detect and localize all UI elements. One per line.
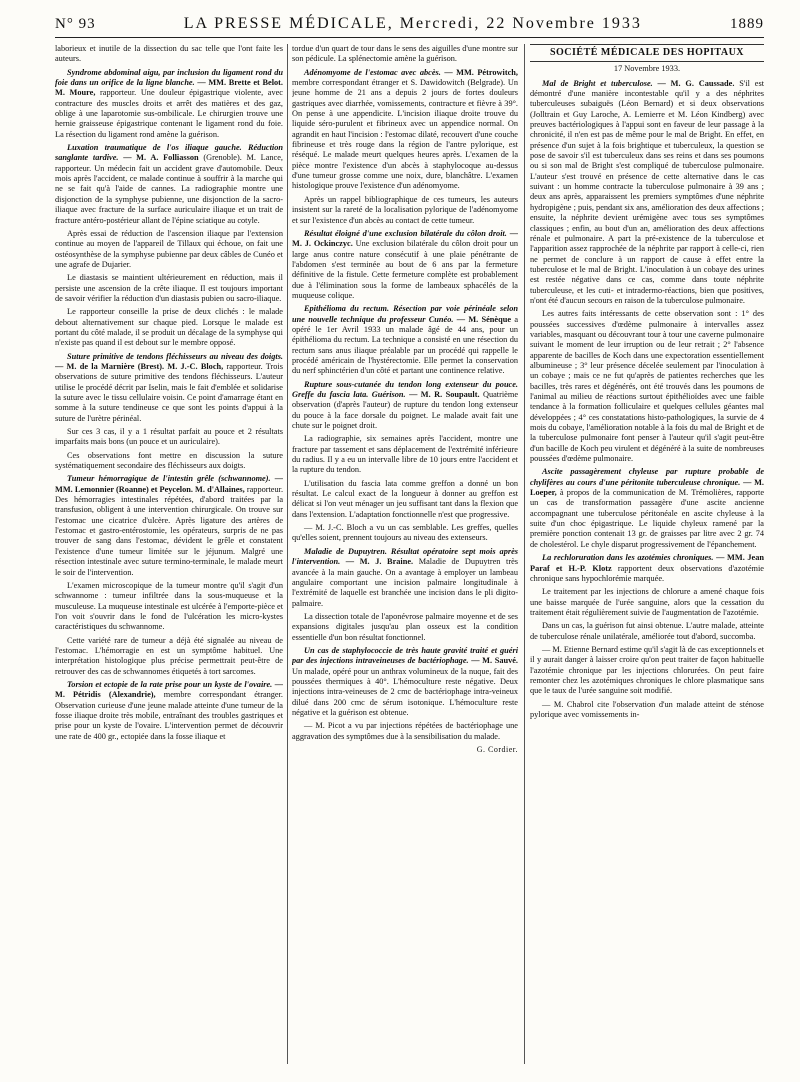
article-title: Adénomyome de l'estomac avec abcès. bbox=[304, 67, 441, 77]
article-body: à propos de la communication de M. Trémolières, rapporte un cas de transformation passagère d'une ascite ancienne accompagnant une tuberculose péritonéale en ascite chyleuse à la suite d'un choc épigastrique. Le liquide chyleux ramené par la première ponction contenait 13 gr. de graisses par litre avec 2 gr. 74 de cholestérol. Le chyle disparut progressivement de l'épanchement. bbox=[530, 488, 764, 549]
article-authors: — M. J. Braine. bbox=[345, 557, 414, 567]
article-title: Luxation traumatique de l'os iliaque gauche. Réduction sanglante tardive. bbox=[55, 143, 283, 163]
article-rupture-tendon bbox=[292, 380, 518, 432]
article-body: S'il est démontré d'une manière incontestable qu'il y a des néphrites tuberculeuses subaiguës (Léon Bernard) et si deux observations (Jolltrain et Guy Laroche, A. Lemierre et M. Léon Kindberg) avec preuves bactériologiques à l'appui sont en faveur de leur passage à la chronicité, il n'en est pas de même pour le mal de Bright. En effet, en présence d'un sujet à la fois brightique et tuberculeux, la question se pose de savoir s'il est tuberculeux dans ses reins et dans ses poumons ou si son mal de Bright s'est compliqué de tuberculose pulmonaire. L'auteur s'est trouvé en présence de cette alternative dans le cas suivant : un homme contracte la tuberculose pulmonaire à 39 ans ; deux ans après, apparaissent les premiers symptômes d'une néphrite hydropigène ; puis, pendant six ans, amélioration des deux affections ; ensuite, la néphrite devient urémigène avec tous ses symptômes classiques ; enfin, au bout d'un an, amélioration des deux affections rénale et pulmonaire. A part la pré-existence de la tuberculose et l'apparition assez rapprochée de la néphrite par rapport à celle-ci, rien ne permet de conclure à un rapport de cause à effet entre la tuberculose et le mal de Bright. L'inoculation à un cobaye des urines est restée négative dans ce cas, comme dans toute néphrite tuberculeuse, et les cuti- et intradermo-réactions, bien que positives, n'ont été d'aucun secours en raison de la tuberculose pulmonaire. bbox=[530, 78, 764, 305]
journal-title: LA PRESSE MÉDICALE, Mercredi, 22 Novembre 1933 bbox=[183, 15, 642, 32]
paragraph: L'utilisation du fascia lata comme greffon a donné un bon résultat. Le calcul exact de la longueur à donner au greffon est délicat si l'on veut ménager un jeu suffisant tant dans la flexion que dans l'extension. L'adaptation fonctionnelle n'est que progressive. bbox=[292, 478, 518, 519]
paragraph: La dissection totale de l'aponévrose palmaire moyenne et de ses expansions digitales jusqu'au plan osseux est la condition essentielle d'un bon résultat fonctionnel. bbox=[292, 611, 518, 642]
article-body: (Grenoble). M. Lance, rapporteur. Un médecin fait un accident grave d'automobile. Deux mois après l'accident, ce malade continue à souffrir à la marche qui ne se fait qu'à l'aide de cannes. La radiographie montre une disjonction de la symphyse pubienne, une disjonction de la sacro-iliaque avec fracture de la surface auriculaire iliaque et un trait de fracture antéro-postérieur allant de l'épine sciatique au cotyle. bbox=[55, 153, 283, 225]
session-date: 17 Novembre 1933. bbox=[613, 64, 681, 74]
article-ascite-chyleuse bbox=[530, 467, 764, 550]
paragraph: Le diastasis se maintient ultérieurement en réduction, mais il persiste une ascension de la crête iliaque. Il est toujours important de savoir vérifier la réduction d'un diastasis pubien ou sacro-iliaque. bbox=[55, 273, 283, 303]
paragraph: Sur ces 3 cas, il y a 1 résultat parfait au pouce et 2 résultats imparfaits mais bons (un pouce et un auriculaire). bbox=[55, 427, 283, 447]
paragraph: La radiographie, six semaines après l'accident, montre une fracture par tassement et sans déplacement de l'extrémité inférieure du radius. Il y a eu un intervalle libre de 10 jours entre l'accident et la rupture du tendon. bbox=[292, 434, 518, 475]
article-dupuytren bbox=[292, 547, 518, 609]
article-body: membre correspondant étranger et S. Dawidowitch (Belgrade). Un jeune homme de 21 ans a depuis 2 jours de fortes douleurs gastriques avec diarrhée, vomissements, contracture et fièvre à 39°. On pense à une appendicite. L'incision iliaque droite trouve du liquide séro-purulent et fibrineux avec un appendice normal. On agrandit en haut l'incision : l'estomac dilaté, recouvert d'une couche fibrineuse et très rouge dans la région de l'antre pylorique, est réséqué. Le malade meurt quelques heures après. L'examen de la pièce montre l'existence d'un abcès à staphylocoque au-dessus d'une tumeur grosse comme une noix, dure, blanchâtre. L'examen histologique prouve l'existence d'un adénomyome. bbox=[292, 78, 518, 191]
article-exclusion-colon bbox=[292, 229, 518, 301]
paragraph: laborieux et inutile de la dissection du sac telle que l'ont faite les auteurs. bbox=[55, 44, 283, 64]
article-authors: — MM. Jean Paraf et H.-P. Klotz bbox=[530, 553, 764, 573]
article-body: Un malade, opéré pour un anthrax volumineux de la nuque, fait des poussées thermiques à 40°. L'hémoculture reste négative. Deux injections intra-veineuses de 2 cmc de bactériophage intra-veineux dilué dans 200 cmc de sérum isotonique. L'hémoculture reste négative et la guérison est obtenue. bbox=[292, 666, 518, 717]
paragraph: Après essai de réduction de l'ascension iliaque par l'extension continue au moyen de l'appareil de Tillaux qui échoue, on fait une ostéosynthèse de la symphyse pubienne par deux câbles de Cunéo et une agrafe de Dujarier. bbox=[55, 228, 283, 269]
paragraph: Après un rappel bibliographique de ces tumeurs, les auteurs insistent sur la rareté de la localisation pylorique de l'adénomyome et sur l'existence d'un abcès au contact de cette tumeur. bbox=[292, 194, 518, 225]
article-authors: — M. Sauvé. bbox=[471, 656, 518, 666]
article-authors: — MM. Brette et Belot. M. Moure, bbox=[55, 78, 283, 98]
article-staphylococcie bbox=[292, 646, 518, 718]
page-header bbox=[55, 15, 764, 38]
article-title: La rechloruration dans les azotémies chroniques. bbox=[542, 553, 714, 563]
article-body: a opéré le 1er Avril 1933 un malade âgé de 44 ans, pour un épithélioma du rectum. La technique a consisté en une résection du rectum sans anus iliaque préalable par un procédé qui rappelle le procédé américain de l'hystérectomie. Elle permet la conservation du nerf sphinctérien d'un côté et partant une continence relative. bbox=[292, 314, 518, 376]
page-number: 1889 bbox=[730, 16, 764, 32]
paragraph: L'examen microscopique de la tumeur montre qu'il s'agit d'un schwannome : tumeur infiltrée dans la sous-muqueuse et la musculeuse. La muqueuse intestinale est ulcérée à l'emporte-pièce et l'on voit s'ouvrir dans le fond de l'ulcération les micro-kystes caractéristiques du schwannome. bbox=[55, 580, 283, 632]
article-authors: — M. Loeper, bbox=[530, 477, 764, 498]
article-tumeur-hemorragique bbox=[55, 474, 283, 577]
article-body: rapportent deux observations d'azotémie chronique sans hypochlorémie marquée. bbox=[530, 563, 764, 583]
article-title: Suture primitive de tendons fléchisseurs au niveau des doigts. bbox=[67, 351, 283, 361]
article-body: rapporteur. Des hémorragies intestinales répétées, d'abord traitées par la transfusion, obligent à une intervention chirurgicale. On trouve sur l'estomac une cicatrice d'ulcère. Après ligature des artères de l'estomac et gastro-entérostomie, les opérateurs, surpris de ne pas trouver de sang dans l'estomac, dévident le grêle et constatent l'existence d'une tumeur limitée sur le jéjunum. Malgré une résection intestinale avec suture termino-terminale, le malade meurt le soir de l'intervention. bbox=[55, 484, 283, 577]
paragraph: — M. J.-C. Bloch a vu un cas semblable. Les greffes, quelles qu'elles soient, prennent toujours au niveau des extenseurs. bbox=[292, 523, 518, 543]
article-suture-tendons bbox=[55, 352, 283, 424]
article-authors: — M. de la Marnière (Brest). M. J.-C. Bloch, bbox=[55, 361, 224, 371]
article-epithelioma bbox=[292, 304, 518, 376]
article-body: membre correspondant étranger. Observation curieuse d'une jeune malade atteinte d'une tumeur de la fosse iliaque droite très mobile, entraînant des troubles gastriques et prise pour un kyste de l'ovaire. L'intervention permet de découvrir une rate de 400 gr., ectopiée dans la fosse iliaque et bbox=[55, 690, 283, 741]
article-authors: — M. J. Ockinczyc. bbox=[292, 228, 518, 249]
paragraph: Le traitement par les injections de chlorure a amené chaque fois une baisse marquée de l'urée sanguine, alors que la cessation du traitement était régulièrement suivie de l'augmentation de l'azotémie. bbox=[530, 587, 764, 617]
article-body: Quatrième observation (d'après l'auteur) de rupture du tendon long extenseur du pouce à la face dorsale du poignet. Le malade avait fait une chute sur le poignet droit. bbox=[292, 390, 518, 431]
article-rechloruration bbox=[530, 553, 764, 584]
paragraph: tordue d'un quart de tour dans le sens des aiguilles d'une montre sur son pédicule. La splénectomie amène la guérison. bbox=[292, 44, 518, 64]
article-syndrome-abdominal bbox=[55, 68, 283, 140]
article-title: Ascite passagèrement chyleuse par rupture probable de chylifères au cours d'une péritonite tuberculeuse chronique. bbox=[530, 467, 764, 487]
paragraph: — M. Etienne Bernard estime qu'il s'agit là de cas exceptionnels et il y aurait danger à laisser croire qu'on peut traiter de façon habituelle l'azotémie chronique par les injections chlorurées. On peut faire remonter chez les azotémiques chroniques le chlore plasmatique sans que le taux de l'urée sanguine soit modifié. bbox=[530, 644, 764, 696]
issue-number: N° 93 bbox=[55, 16, 96, 32]
article-torsion-rate bbox=[55, 680, 283, 742]
article-body: rapporteur. Une douleur épigastrique violente, avec contracture des muscles droits et arrêt des matières et des gaz, oblige à une laparotomie sus-ombilicale. Le chirurgien trouve une hernie graisseuse épigastrique contenant le ligament rond du foie. La résection du ligament rond amène la guérison. bbox=[55, 88, 283, 139]
paragraph: Les autres faits intéressants de cette observation sont : 1° des poussées successives d'œdème pulmonaire à intervalles assez variables, masquant ou découvrant tour à tour une caverne pulmonaire suivant le moment de leur irruption ou de leur retrait ; 2° l'absence apparente de bacilles de Koch dans une expectoration essentiellement albumineuse ; 3° leur présence décelée seulement par l'inoculation à un cobaye ; mais ce ne fut qu'après de patientes recherches que les bacilles, très rares et dégénérés, ont été trouvés dans les poumons de l'animal au milieu de réactions surtout épithélioïdes avec une faible tendance à la formation folliculaire et quelques cellules géantes mal développées ; 4° ces constatations histo-pathologiques, la survie de 4 mois du cobaye, l'amélioration notable à la fois du mal de Bright et de la tuberculose pulmonaire font penser à l'auteur qu'il s'agit peut-être d'un bacille de Koch peu virulent et dégénéré à la suite de nombreuses poussées d'œdème pulmonaire. bbox=[530, 309, 764, 464]
article-authors: — MM. Lemonnier (Roanne) et Peycelon. M. d'Allaines, bbox=[55, 474, 283, 494]
paragraph: — M. Picot a vu par injections répétées de bactériophage une aggravation des symptômes due à la sensibilisation du malade. bbox=[292, 721, 518, 741]
signature: G. Cordier. bbox=[476, 745, 518, 754]
article-body: rapporteur. Trois observations de suture primitive des tendons fléchisseurs. L'auteur utilise le procédé décrit par Iselin, mais le fait d'emblée et solidarise la suture avec le tissu cellulaire voisin. Ce point d'amarrage étant en somme à la suture tendineuse ce que sont les points d'appui à la suture de l'urètre périnéal. bbox=[55, 361, 283, 423]
article-authors: — M. A. Folliasson bbox=[123, 153, 199, 163]
article-title: Tumeur hémorragique de l'intestin grêle (schwannome). bbox=[67, 474, 271, 484]
article-title: Maladie de Dupuytren. Résultat opératoire sept mois après l'intervention. bbox=[292, 546, 518, 567]
column-2 bbox=[292, 44, 518, 1069]
paragraph: — M. Chabrol cite l'observation d'un malade atteint de sténose pylorique avec vomissements in- bbox=[530, 699, 764, 719]
article-title: Syndrome abdominal aigu, par inclusion du ligament rond du foie dans un orifice de la ligne blanche. bbox=[55, 67, 283, 88]
section-heading: SOCIÉTÉ MÉDICALE DES HOPITAUX bbox=[530, 44, 764, 62]
article-title: Résultat éloigné d'une exclusion bilatérale du côlon droit. bbox=[304, 228, 507, 238]
article-authors: — MM. Pétrowitch, bbox=[444, 67, 518, 77]
article-authors: — M. Sénèque bbox=[456, 314, 512, 324]
column-divider bbox=[524, 44, 525, 1064]
article-body: Maladie de Dupuytren très avancée à la main gauche. On a avantage à employer un lambeau angulaire comportant une incision palmaire longitudinale à l'extrémité de laquelle est branchée une incision dans le pli digito-palmaire. bbox=[292, 557, 518, 608]
paragraph: Cette variété rare de tumeur a déjà été signalée au niveau de l'estomac. L'hémorragie en est un symptôme habituel. Une interprétation histologique plus précise permettrait peut-être de retrouver des cas de schwannomes étiquetés à tort sarcomes. bbox=[55, 635, 283, 676]
paragraph: Ces observations font mettre en discussion la suture systématiquement secondaire des fléchisseurs aux doigts. bbox=[55, 450, 283, 471]
column-1 bbox=[55, 44, 283, 1069]
article-mal-de-bright bbox=[530, 79, 764, 307]
article-title: Epithélioma du rectum. Résection par voie périnéale selon une nouvelle technique du professeur Cunéo. bbox=[292, 304, 518, 324]
article-title: Torsion et ectopie de la rate prise pour un kyste de l'ovaire. bbox=[67, 679, 273, 689]
article-authors: — M. Pétridis (Alexandrie), bbox=[55, 679, 283, 700]
article-authors: — M. G. Caussade. bbox=[657, 78, 735, 88]
article-authors: — M. R. Soupault. bbox=[409, 390, 480, 399]
column-3 bbox=[530, 44, 764, 1069]
article-body: Une exclusion bilatérale du côlon droit pour un large anus contre nature consécutif à une plaie pénétrante de l'abdomen s'est terminée au bout de 6 ans par la fermeture définitive de la fistule. Cette fermeture complète est probablement due à l'élimination sous la forme de lambeaux sphacélés de la muqueuse colique. bbox=[292, 239, 518, 300]
article-luxation bbox=[55, 143, 283, 226]
article-title: Un cas de staphylococcie de très haute gravité traité et guéri par des injections intraveineuses de bactériophage. bbox=[292, 645, 518, 666]
article-title: Rupture sous-cutanée du tendon long extenseur du pouce. Greffe du fascia lata. Guérison. bbox=[292, 379, 518, 399]
paragraph: Le rapporteur conseille la prise de deux clichés : le malade debout alternativement sur chaque pied. Lorsque le malade est portant du côté malade, il se produit un décalage de la symphyse qui n'existe pas quand il est debout sur le membre opposé. bbox=[55, 307, 283, 348]
paragraph: Dans un cas, la guérison fut ainsi obtenue. L'autre malade, atteinte de tuberculose rénale unilatérale, améliorée tout d'abord, succomba. bbox=[530, 621, 764, 641]
article-title: Mal de Bright et tuberculose. bbox=[542, 78, 653, 88]
article-adenomyome bbox=[292, 68, 518, 192]
column-divider bbox=[287, 44, 288, 1064]
